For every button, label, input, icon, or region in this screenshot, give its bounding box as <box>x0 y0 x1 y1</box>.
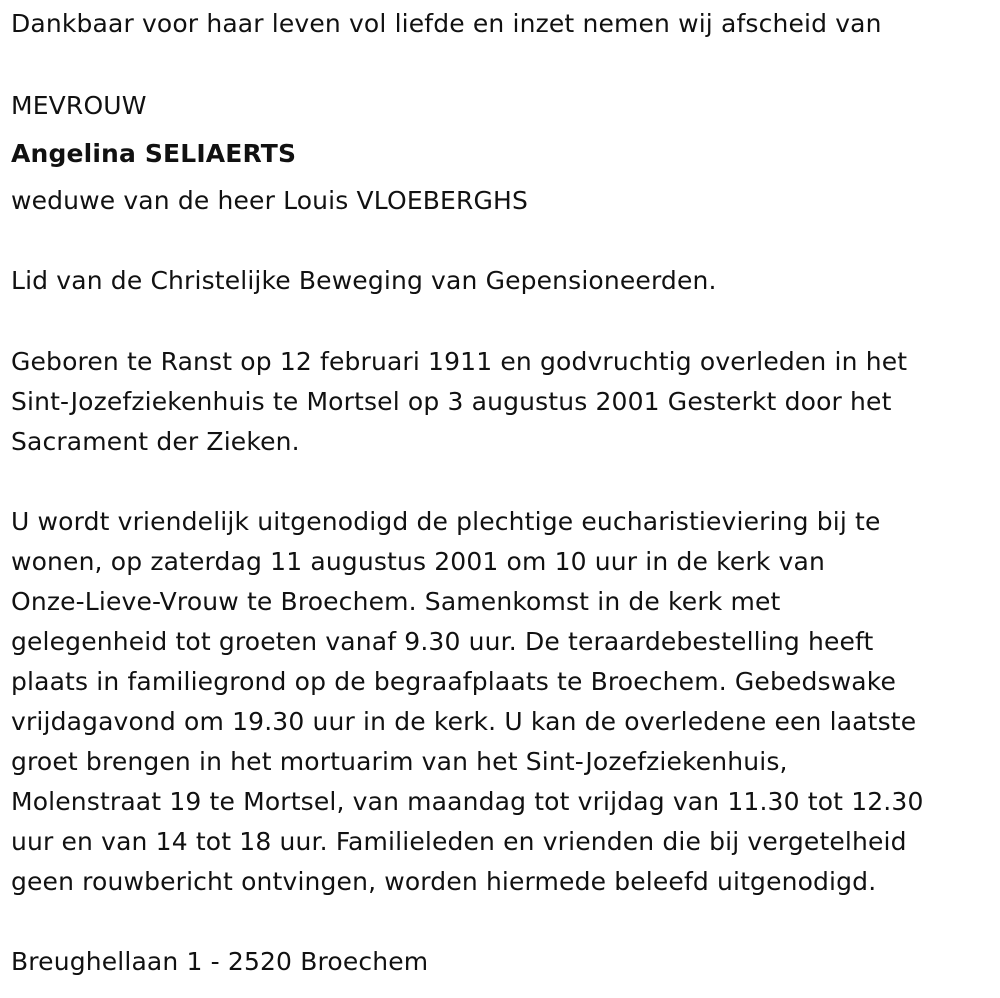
salutation: MEVROUW <box>11 91 147 120</box>
invitation-line: geen rouwbericht ontvingen, worden hiermede beleefd uitgenodigd. <box>11 867 877 896</box>
widow-of-line: weduwe van de heer Louis VLOEBERGHS <box>11 186 529 215</box>
invitation-line: uur en van 14 tot 18 uur. Familieleden en vrienden die bij vergetelheid <box>11 827 907 856</box>
invitation-line: gelegenheid tot groeten vanaf 9.30 uur. De teraardebestelling heeft <box>11 627 874 656</box>
invitation-line: Onze-Lieve-Vrouw te Broechem. Samenkomst in de kerk met <box>11 587 781 616</box>
invitation-line: plaats in familiegrond op de begraafplaats te Broechem. Gebedswake <box>11 667 897 696</box>
invitation-line: U wordt vriendelijk uitgenodigd de plechtige eucharistieviering bij te <box>11 507 881 536</box>
birth-death-line: Sint-Jozefziekenhuis te Mortsel op 3 augustus 2001 Gesterkt door het <box>11 387 892 416</box>
invitation-line: vrijdagavond om 19.30 uur in de kerk. U kan de overledene een laatste <box>11 707 917 736</box>
membership-line: Lid van de Christelijke Beweging van Gepensioneerden. <box>11 266 717 295</box>
invitation-line: wonen, op zaterdag 11 augustus 2001 om 10 uur in de kerk van <box>11 547 825 576</box>
invitation-line: Molenstraat 19 te Mortsel, van maandag tot vrijdag van 11.30 tot 12.30 <box>11 787 924 816</box>
invitation-line: groet brengen in het mortuarim van het Sint-Jozefziekenhuis, <box>11 747 788 776</box>
address-line: Breughellaan 1 - 2520 Broechem <box>11 947 429 976</box>
deceased-name: Angelina SELIAERTS <box>11 139 297 168</box>
birth-death-line: Sacrament der Zieken. <box>11 427 300 456</box>
birth-death-line: Geboren te Ranst op 12 februari 1911 en godvruchtig overleden in het <box>11 347 908 376</box>
intro-line: Dankbaar voor haar leven vol liefde en inzet nemen wij afscheid van <box>11 9 882 38</box>
